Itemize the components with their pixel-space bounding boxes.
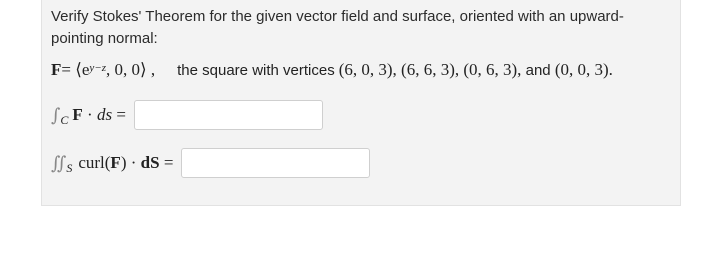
surface-integral-subscript: S — [66, 160, 73, 175]
field-def-pre: = ⟨e — [61, 60, 90, 79]
line-integral-subscript: C — [60, 112, 69, 127]
surface-integral-dS: dS — [140, 153, 160, 172]
surface-integral-dot: · — [126, 153, 141, 172]
line-integral-dot: · — [82, 105, 97, 124]
question-prompt: Verify Stokes' Theorem for the given vector field and surface, oriented with an upward-pointing normal: — [51, 8, 624, 47]
curl-open: curl( — [78, 153, 111, 172]
vertices-list: (6, 0, 3), (6, 6, 3), (0, 6, 3), — [338, 60, 522, 79]
line-integral-equals: = — [112, 105, 126, 124]
surface-integral-symbol: ∬ — [51, 152, 67, 174]
surface-and: and — [521, 61, 555, 79]
surface-integral-field: F — [110, 153, 121, 172]
line-integral-ds: ds — [96, 105, 113, 124]
field-def-post: , 0, 0⟩ , — [106, 60, 156, 79]
line-integral-row — [51, 100, 323, 130]
line-integral-symbol: ∫ — [51, 104, 61, 126]
field-definition-row — [51, 60, 613, 80]
line-integral-field: F — [72, 105, 83, 124]
field-label: F — [51, 60, 62, 79]
surface-integral-answer-input[interactable] — [181, 148, 370, 178]
field-exponent: y−z — [89, 62, 106, 74]
surface-description: the square with vertices — [177, 61, 335, 79]
surface-integral-row — [51, 148, 370, 178]
line-integral-answer-input[interactable] — [134, 100, 323, 130]
last-vertex: (0, 0, 3). — [554, 60, 613, 79]
curl-close: ) — [120, 153, 127, 172]
surface-integral-equals: = — [159, 153, 174, 172]
